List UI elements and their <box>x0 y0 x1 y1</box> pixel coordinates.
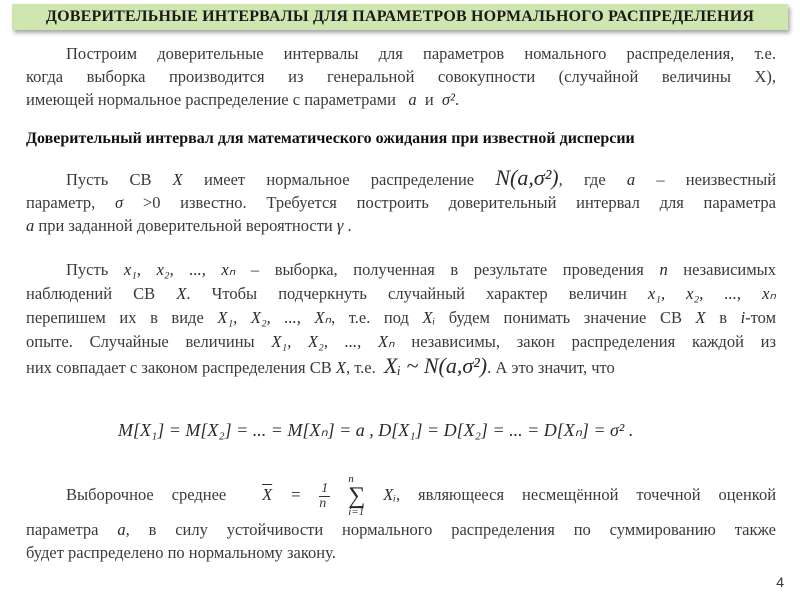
math-sigma2: σ² <box>441 90 455 109</box>
p1-line-3: a при заданной доверительной вероятности γ . <box>26 216 352 235</box>
p3-line-1: Выборочное среднее $\overline{X}$ = $\frac{1}{n}$ n ∑ i=1 Xᵢ, являющееся несмещённой точечной оценкой <box>66 473 777 518</box>
title-bar <box>12 4 788 30</box>
paragraph-1 <box>26 166 776 237</box>
normal-dist: N(a,σ²) <box>495 165 559 190</box>
p3-line-3: будет распределено по нормальному закону. <box>26 543 336 562</box>
intro-line-2: когда выборка производится из генеральной совокупности (случайной величины X), <box>26 67 776 86</box>
paragraph-2 <box>26 258 776 380</box>
expectation-variance-formula: M[X₁] = M[X₂] = ... = M[Xₙ] = a , D[X₁] = D[X₂] = ... = D[Xₙ] = σ² . <box>118 420 634 440</box>
intro-paragraph <box>26 42 776 111</box>
p2-line-5: них совпадает с законом распределения СВ X, т.е. Xᵢ ~ N(a,σ²). А это значит, что <box>26 353 615 378</box>
p2-line-2: наблюдений СВ X. Чтобы подчеркнуть случайный характер величин x₁, x₂, ..., xₙ <box>26 284 776 303</box>
fraction-one-over-n: $\frac{1}{n}$ <box>319 480 329 511</box>
paragraph-3 <box>26 474 776 564</box>
math-a: a <box>408 90 417 109</box>
p1-line-1: Пусть СВ X имеет нормальное распределение N(a,σ²), где a – неизвестный <box>66 165 777 190</box>
section-subheading: Доверительный интервал для математического ожидания при известной дисперсии <box>26 130 635 147</box>
page-number: 4 <box>776 574 784 590</box>
p2-line-3: перепишем их в виде X₁, X₂, ..., Xₙ, т.е. под Xᵢ будем понимать значение СВ X в i-том <box>26 308 777 327</box>
p1-line-2: параметр, σ >0 известно. Требуется построить доверительный интервал для параметра <box>26 193 777 212</box>
intro-line-3: имеющей нормальное распределение с параметрами a и σ². <box>26 90 460 109</box>
p2-line-4: опыте. Случайные величины X₁, X₂, ..., Xₙ независимы, закон распределения каждой из <box>26 332 777 351</box>
slide-title: ДОВЕРИТЕЛЬНЫЕ ИНТЕРВАЛЫ ДЛЯ ПАРАМЕТРОВ НОРМАЛЬНОГО РАСПРЕДЕЛЕНИЯ <box>45 8 755 25</box>
p2-line-1: Пусть x₁, x₂, ..., xₙ – выборка, полученная в результате проведения n независимых <box>66 260 777 279</box>
sample-mean-symbol: $\overline{X}$ <box>262 484 273 504</box>
intro-line-1: Построим доверительные интервалы для параметров номального распределения, т.е. <box>66 44 776 63</box>
p3-line-2: параметра a, в силу устойчивости нормального распределения по суммированию также <box>26 520 776 539</box>
sum-symbol: n ∑ i=1 <box>348 473 366 518</box>
